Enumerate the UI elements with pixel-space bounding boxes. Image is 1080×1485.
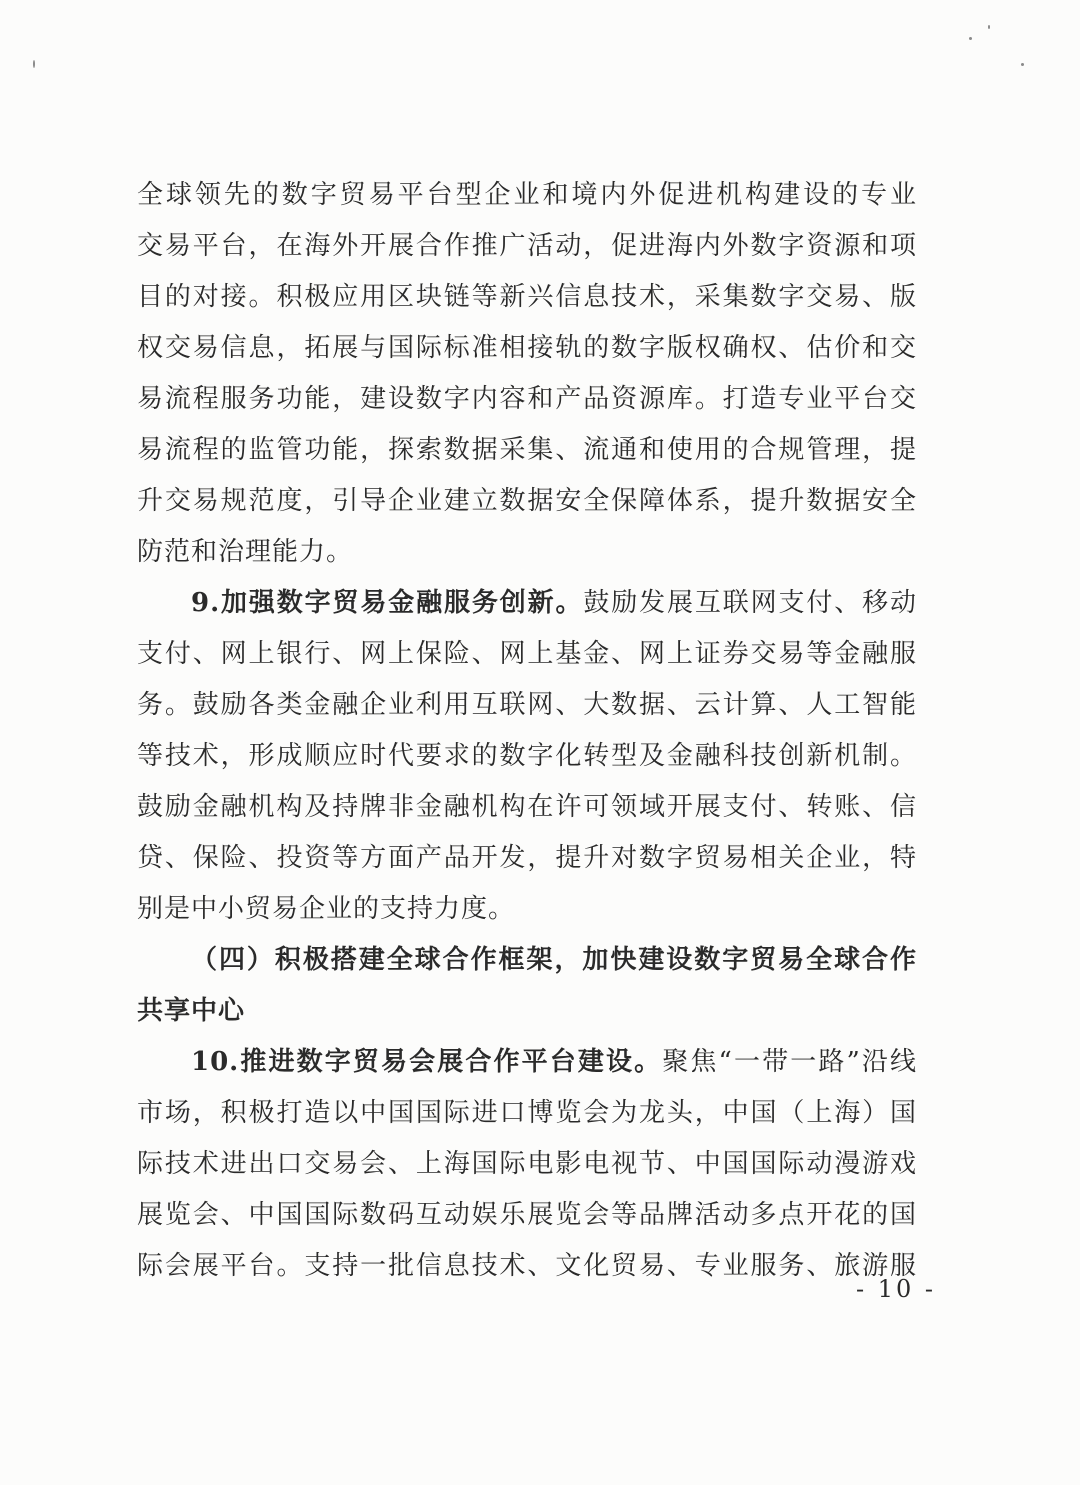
scan-speck: [969, 37, 972, 40]
text-line: 际技术进出口交易会、上海国际电影电视节、中国国际动漫游戏: [137, 1149, 917, 1179]
text-line: 贷、保险、投资等方面产品开发，提升对数字贸易相关企业，特: [137, 843, 917, 873]
text-line: 交易平台，在海外开展合作推广活动，促进海内外数字资源和项: [137, 231, 917, 261]
text-line: 升交易规范度，引导企业建立数据安全保障体系，提升数据安全: [137, 486, 917, 516]
scan-speck: [1021, 63, 1024, 66]
text-line: 权交易信息，拓展与国际标准相接轨的数字版权确权、估价和交: [137, 333, 917, 363]
section-heading-continued: 共享中心: [137, 996, 246, 1026]
document-body: [137, 170, 917, 1292]
text-run: 鼓励发展互联网支付、移动: [583, 588, 917, 618]
text-line: 务。鼓励各类金融企业利用互联网、大数据、云计算、人工智能: [137, 690, 917, 720]
paragraph-heading: 10.推进数字贸易会展合作平台建设。: [191, 1047, 663, 1077]
text-line: 易流程服务功能，建设数字内容和产品资源库。打造专业平台交: [137, 384, 917, 414]
text-line: 易流程的监管功能，探索数据采集、流通和使用的合规管理，提: [137, 435, 917, 465]
text-line: 目的对接。积极应用区块链等新兴信息技术，采集数字交易、版: [137, 282, 917, 312]
scan-speck: [988, 25, 990, 29]
section-heading: （四）积极搭建全球合作框架，加快建设数字贸易全球合作: [191, 945, 917, 975]
text-line: 际会展平台。支持一批信息技术、文化贸易、专业服务、旅游服: [137, 1251, 917, 1281]
text-line: 防范和治理能力。: [137, 537, 354, 567]
scan-speck: [33, 60, 35, 68]
paragraph-heading: 9.加强数字贸易金融服务创新。: [191, 588, 584, 618]
text-line: 支付、网上银行、网上保险、网上基金、网上证券交易等金融服: [137, 639, 917, 669]
page-number: - 10 -: [856, 1275, 937, 1303]
text-line: 等技术，形成顺应时代要求的数字化转型及金融科技创新机制。: [137, 741, 917, 771]
text-run: 聚焦“一带一路”沿线: [662, 1047, 917, 1077]
paragraph-first-line: [137, 1037, 917, 1088]
text-line: 全球领先的数字贸易平台型企业和境内外促进机构建设的专业: [137, 180, 917, 210]
text-line: 鼓励金融机构及持牌非金融机构在许可领域开展支付、转账、信: [137, 792, 917, 822]
text-line: 展览会、中国国际数码互动娱乐展览会等品牌活动多点开花的国: [137, 1200, 917, 1230]
paragraph-first-line: [137, 578, 917, 629]
text-line: 市场，积极打造以中国国际进口博览会为龙头，中国（上海）国: [137, 1098, 917, 1128]
text-line: 别是中小贸易企业的支持力度。: [137, 894, 516, 924]
